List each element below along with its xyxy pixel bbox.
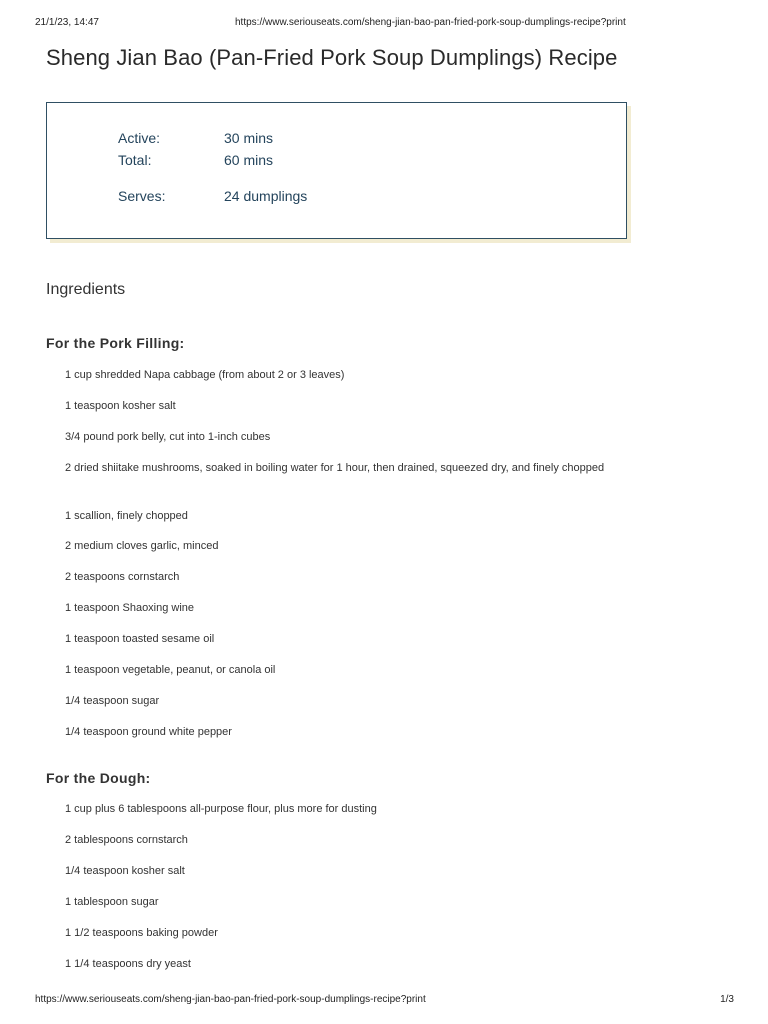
page-number: 1/3 <box>720 994 734 1005</box>
ingredient-item: 1/4 teaspoon ground white pepper <box>65 726 232 738</box>
print-date: 21/1/23, 14:47 <box>35 17 99 28</box>
group-title-pork-filling: For the Pork Filling: <box>46 335 185 351</box>
ingredient-item: 1/4 teaspoon sugar <box>65 695 160 707</box>
recipe-info-box <box>46 102 627 239</box>
recipe-title: Sheng Jian Bao (Pan-Fried Pork Soup Dumplings) Recipe <box>46 45 618 70</box>
ingredient-item: 1 teaspoon kosher salt <box>65 400 176 412</box>
ingredient-item: 2 dried shiitake mushrooms, soaked in boiling water for 1 hour, then drained, squeezed dry, and finely chopped <box>65 462 605 474</box>
ingredient-item: 1 cup shredded Napa cabbage (from about 2 or 3 leaves) <box>65 369 345 381</box>
ingredient-item: 1 cup plus 6 tablespoons all-purpose flour, plus more for dusting <box>65 803 377 815</box>
ingredient-item: 1 teaspoon toasted sesame oil <box>65 633 215 645</box>
ingredient-item: 2 teaspoons cornstarch <box>65 571 180 583</box>
ingredient-item: 1 scallion, finely chopped <box>65 510 188 522</box>
footer-url: https://www.seriouseats.com/sheng-jian-bao-pan-fried-pork-soup-dumplings-recipe?print <box>35 994 426 1005</box>
ingredient-item: 1 tablespoon sugar <box>65 896 159 908</box>
serves-value: 24 dumplings <box>224 188 308 204</box>
ingredients-heading: Ingredients <box>46 281 126 298</box>
serves-label: Serves: <box>118 188 166 204</box>
ingredient-item: 1 1/4 teaspoons dry yeast <box>65 958 191 970</box>
ingredient-item: 1/4 teaspoon kosher salt <box>65 865 185 877</box>
print-url: https://www.seriouseats.com/sheng-jian-bao-pan-fried-pork-soup-dumplings-recipe?print <box>235 17 626 28</box>
ingredient-item: 1 teaspoon Shaoxing wine <box>65 602 195 614</box>
total-time-label: Total: <box>118 152 152 168</box>
ingredient-item: 2 tablespoons cornstarch <box>65 834 188 846</box>
group-title-dough: For the Dough: <box>46 770 151 786</box>
total-time-value: 60 mins <box>224 152 274 168</box>
active-time-value: 30 mins <box>224 130 274 146</box>
ingredient-item: 2 medium cloves garlic, minced <box>65 540 219 552</box>
ingredient-item: 1 1/2 teaspoons baking powder <box>65 927 218 939</box>
active-time-label: Active: <box>118 130 161 146</box>
ingredient-item: 3/4 pound pork belly, cut into 1-inch cubes <box>65 431 271 443</box>
ingredient-item: 1 teaspoon vegetable, peanut, or canola oil <box>65 664 276 676</box>
